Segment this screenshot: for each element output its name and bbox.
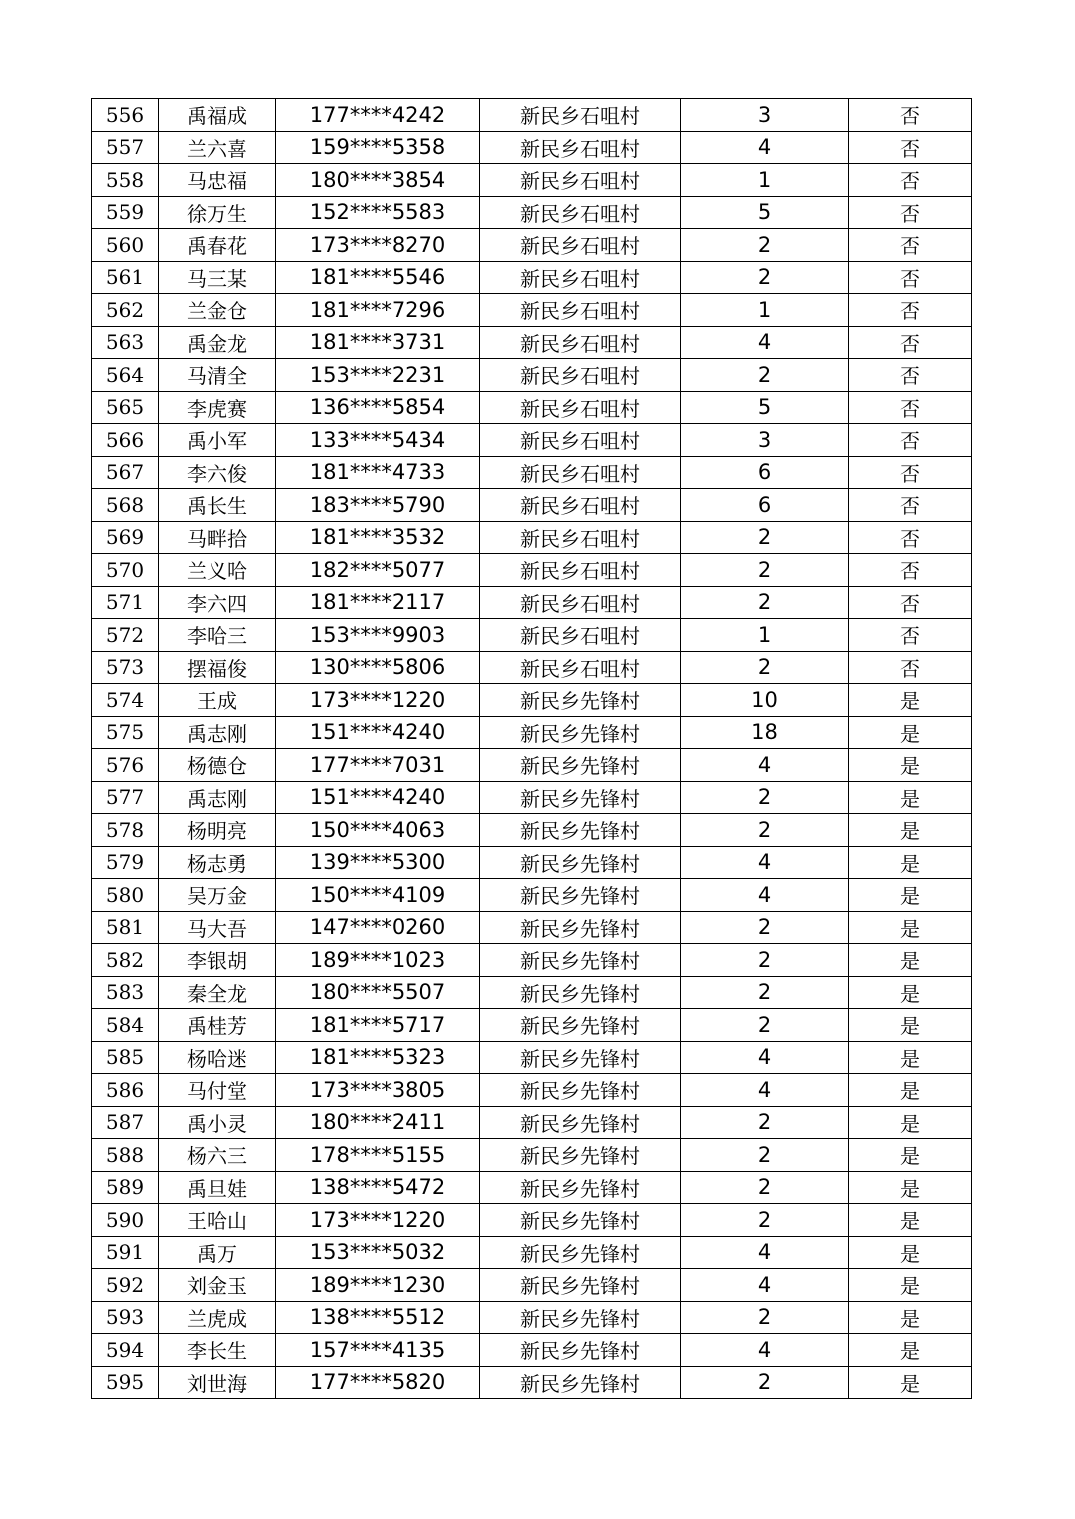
cell-name: 摆福俊 [159, 651, 276, 684]
cell-phone: 178****5155 [276, 1139, 480, 1172]
cell-flag: 否 [849, 326, 972, 359]
cell-number: 595 [92, 1366, 159, 1399]
cell-count: 4 [681, 131, 849, 164]
cell-address: 新民乡石咀村 [480, 326, 681, 359]
cell-phone: 153****2231 [276, 359, 480, 392]
cell-address: 新民乡先锋村 [480, 846, 681, 879]
cell-number: 576 [92, 749, 159, 782]
table-row [92, 489, 972, 522]
cell-number: 560 [92, 229, 159, 262]
cell-number: 580 [92, 879, 159, 912]
cell-count: 2 [681, 1366, 849, 1399]
cell-phone: 130****5806 [276, 651, 480, 684]
cell-name: 杨志勇 [159, 846, 276, 879]
cell-flag: 是 [849, 1204, 972, 1237]
table-row [92, 1106, 972, 1139]
cell-flag: 是 [849, 781, 972, 814]
cell-name: 马大吾 [159, 911, 276, 944]
cell-count: 2 [681, 911, 849, 944]
cell-number: 588 [92, 1139, 159, 1172]
cell-flag: 是 [849, 1301, 972, 1334]
cell-name: 秦全龙 [159, 976, 276, 1009]
cell-address: 新民乡石咀村 [480, 554, 681, 587]
cell-flag: 是 [849, 846, 972, 879]
cell-name: 吴万金 [159, 879, 276, 912]
cell-name: 李六四 [159, 586, 276, 619]
cell-number: 585 [92, 1041, 159, 1074]
cell-phone: 153****5032 [276, 1236, 480, 1269]
cell-count: 5 [681, 391, 849, 424]
table-row [92, 976, 972, 1009]
table-row [92, 1139, 972, 1172]
cell-address: 新民乡先锋村 [480, 1139, 681, 1172]
cell-number: 594 [92, 1334, 159, 1367]
table-row [92, 1334, 972, 1367]
cell-number: 572 [92, 619, 159, 652]
cell-phone: 181****3731 [276, 326, 480, 359]
cell-count: 4 [681, 846, 849, 879]
cell-name: 马清全 [159, 359, 276, 392]
cell-flag: 是 [849, 1009, 972, 1042]
cell-count: 2 [681, 1106, 849, 1139]
cell-number: 561 [92, 261, 159, 294]
cell-phone: 138****5512 [276, 1301, 480, 1334]
cell-flag: 是 [849, 1366, 972, 1399]
cell-address: 新民乡石咀村 [480, 196, 681, 229]
cell-name: 禹小灵 [159, 1106, 276, 1139]
cell-count: 2 [681, 1009, 849, 1042]
cell-phone: 150****4063 [276, 814, 480, 847]
cell-number: 582 [92, 944, 159, 977]
cell-phone: 136****5854 [276, 391, 480, 424]
cell-name: 马畔拾 [159, 521, 276, 554]
cell-count: 2 [681, 1204, 849, 1237]
cell-address: 新民乡先锋村 [480, 716, 681, 749]
cell-flag: 是 [849, 716, 972, 749]
cell-phone: 189****1230 [276, 1269, 480, 1302]
cell-number: 575 [92, 716, 159, 749]
table-row [92, 586, 972, 619]
cell-address: 新民乡石咀村 [480, 359, 681, 392]
cell-number: 569 [92, 521, 159, 554]
cell-count: 4 [681, 1041, 849, 1074]
cell-address: 新民乡先锋村 [480, 1301, 681, 1334]
cell-number: 591 [92, 1236, 159, 1269]
cell-address: 新民乡先锋村 [480, 1074, 681, 1107]
cell-phone: 183****5790 [276, 489, 480, 522]
cell-number: 559 [92, 196, 159, 229]
cell-number: 586 [92, 1074, 159, 1107]
cell-count: 2 [681, 814, 849, 847]
cell-address: 新民乡先锋村 [480, 1041, 681, 1074]
cell-count: 4 [681, 1334, 849, 1367]
cell-count: 2 [681, 554, 849, 587]
cell-number: 563 [92, 326, 159, 359]
cell-name: 兰六喜 [159, 131, 276, 164]
cell-address: 新民乡石咀村 [480, 489, 681, 522]
cell-flag: 是 [849, 1139, 972, 1172]
cell-phone: 181****7296 [276, 294, 480, 327]
table-row [92, 424, 972, 457]
cell-phone: 159****5358 [276, 131, 480, 164]
cell-address: 新民乡先锋村 [480, 684, 681, 717]
cell-count: 18 [681, 716, 849, 749]
cell-count: 4 [681, 1269, 849, 1302]
cell-address: 新民乡先锋村 [480, 781, 681, 814]
cell-count: 2 [681, 944, 849, 977]
table-row [92, 1041, 972, 1074]
cell-name: 杨德仓 [159, 749, 276, 782]
cell-name: 徐万生 [159, 196, 276, 229]
cell-flag: 否 [849, 359, 972, 392]
cell-flag: 是 [849, 1171, 972, 1204]
table-body [92, 99, 972, 1399]
cell-address: 新民乡石咀村 [480, 521, 681, 554]
cell-flag: 是 [849, 1334, 972, 1367]
table-row [92, 1204, 972, 1237]
table-row [92, 1301, 972, 1334]
cell-name: 马三某 [159, 261, 276, 294]
cell-address: 新民乡先锋村 [480, 1269, 681, 1302]
cell-phone: 177****5820 [276, 1366, 480, 1399]
cell-address: 新民乡石咀村 [480, 651, 681, 684]
table-row [92, 781, 972, 814]
table-row [92, 846, 972, 879]
cell-name: 李虎赛 [159, 391, 276, 424]
table-row [92, 1236, 972, 1269]
cell-number: 584 [92, 1009, 159, 1042]
cell-address: 新民乡石咀村 [480, 294, 681, 327]
cell-count: 2 [681, 261, 849, 294]
cell-phone: 181****5546 [276, 261, 480, 294]
cell-flag: 是 [849, 1236, 972, 1269]
cell-flag: 否 [849, 99, 972, 132]
cell-phone: 173****3805 [276, 1074, 480, 1107]
cell-address: 新民乡先锋村 [480, 1204, 681, 1237]
cell-flag: 否 [849, 391, 972, 424]
cell-address: 新民乡石咀村 [480, 261, 681, 294]
cell-phone: 189****1023 [276, 944, 480, 977]
cell-name: 王哈山 [159, 1204, 276, 1237]
table-row [92, 294, 972, 327]
cell-phone: 150****4109 [276, 879, 480, 912]
cell-flag: 否 [849, 586, 972, 619]
table-row [92, 391, 972, 424]
cell-phone: 151****4240 [276, 716, 480, 749]
cell-flag: 否 [849, 196, 972, 229]
table-row [92, 229, 972, 262]
cell-name: 刘世海 [159, 1366, 276, 1399]
cell-phone: 173****1220 [276, 1204, 480, 1237]
table-row [92, 99, 972, 132]
cell-flag: 否 [849, 424, 972, 457]
cell-address: 新民乡石咀村 [480, 164, 681, 197]
table-row [92, 196, 972, 229]
cell-name: 李哈三 [159, 619, 276, 652]
cell-phone: 181****3532 [276, 521, 480, 554]
table-row [92, 814, 972, 847]
cell-address: 新民乡先锋村 [480, 1366, 681, 1399]
cell-address: 新民乡先锋村 [480, 1009, 681, 1042]
cell-name: 马忠福 [159, 164, 276, 197]
cell-name: 兰虎成 [159, 1301, 276, 1334]
cell-number: 566 [92, 424, 159, 457]
cell-phone: 157****4135 [276, 1334, 480, 1367]
cell-address: 新民乡石咀村 [480, 619, 681, 652]
cell-address: 新民乡石咀村 [480, 131, 681, 164]
cell-address: 新民乡石咀村 [480, 586, 681, 619]
table-row [92, 164, 972, 197]
cell-count: 2 [681, 359, 849, 392]
cell-flag: 否 [849, 619, 972, 652]
cell-number: 565 [92, 391, 159, 424]
cell-phone: 139****5300 [276, 846, 480, 879]
cell-number: 581 [92, 911, 159, 944]
cell-phone: 133****5434 [276, 424, 480, 457]
cell-count: 4 [681, 749, 849, 782]
table-row [92, 944, 972, 977]
table-row [92, 261, 972, 294]
cell-name: 禹长生 [159, 489, 276, 522]
cell-count: 1 [681, 619, 849, 652]
table-row [92, 619, 972, 652]
cell-name: 禹旦娃 [159, 1171, 276, 1204]
cell-number: 556 [92, 99, 159, 132]
cell-name: 李长生 [159, 1334, 276, 1367]
cell-address: 新民乡先锋村 [480, 1106, 681, 1139]
cell-phone: 181****4733 [276, 456, 480, 489]
cell-name: 杨哈迷 [159, 1041, 276, 1074]
cell-phone: 181****5717 [276, 1009, 480, 1042]
cell-phone: 173****8270 [276, 229, 480, 262]
cell-name: 禹小军 [159, 424, 276, 457]
cell-count: 2 [681, 651, 849, 684]
cell-address: 新民乡先锋村 [480, 1334, 681, 1367]
table-row [92, 911, 972, 944]
data-table [91, 98, 972, 1399]
cell-number: 557 [92, 131, 159, 164]
table-row [92, 716, 972, 749]
cell-address: 新民乡石咀村 [480, 424, 681, 457]
cell-name: 王成 [159, 684, 276, 717]
cell-count: 2 [681, 521, 849, 554]
cell-number: 590 [92, 1204, 159, 1237]
cell-flag: 否 [849, 489, 972, 522]
cell-number: 564 [92, 359, 159, 392]
cell-count: 2 [681, 781, 849, 814]
cell-phone: 177****7031 [276, 749, 480, 782]
cell-address: 新民乡先锋村 [480, 814, 681, 847]
table-row [92, 1269, 972, 1302]
cell-number: 577 [92, 781, 159, 814]
cell-address: 新民乡先锋村 [480, 976, 681, 1009]
cell-count: 1 [681, 294, 849, 327]
table-row [92, 749, 972, 782]
cell-number: 573 [92, 651, 159, 684]
cell-count: 2 [681, 976, 849, 1009]
cell-phone: 152****5583 [276, 196, 480, 229]
cell-flag: 否 [849, 294, 972, 327]
cell-flag: 是 [849, 1041, 972, 1074]
cell-flag: 是 [849, 879, 972, 912]
table-row [92, 456, 972, 489]
cell-number: 578 [92, 814, 159, 847]
cell-name: 禹志刚 [159, 781, 276, 814]
cell-flag: 是 [849, 976, 972, 1009]
cell-name: 李银胡 [159, 944, 276, 977]
cell-flag: 否 [849, 164, 972, 197]
cell-phone: 153****9903 [276, 619, 480, 652]
cell-name: 杨明亮 [159, 814, 276, 847]
cell-number: 570 [92, 554, 159, 587]
cell-flag: 是 [849, 814, 972, 847]
table-row [92, 1009, 972, 1042]
cell-number: 589 [92, 1171, 159, 1204]
table-row [92, 1171, 972, 1204]
cell-name: 马付堂 [159, 1074, 276, 1107]
cell-count: 6 [681, 456, 849, 489]
table-row [92, 359, 972, 392]
cell-number: 558 [92, 164, 159, 197]
cell-address: 新民乡石咀村 [480, 391, 681, 424]
table-row [92, 684, 972, 717]
cell-phone: 181****5323 [276, 1041, 480, 1074]
cell-number: 562 [92, 294, 159, 327]
cell-flag: 否 [849, 261, 972, 294]
cell-count: 4 [681, 1074, 849, 1107]
cell-phone: 177****4242 [276, 99, 480, 132]
cell-name: 杨六三 [159, 1139, 276, 1172]
table-row [92, 131, 972, 164]
cell-name: 禹福成 [159, 99, 276, 132]
cell-name: 兰金仓 [159, 294, 276, 327]
cell-count: 5 [681, 196, 849, 229]
cell-name: 禹志刚 [159, 716, 276, 749]
cell-phone: 180****5507 [276, 976, 480, 1009]
table-row [92, 326, 972, 359]
cell-name: 刘金玉 [159, 1269, 276, 1302]
cell-phone: 180****3854 [276, 164, 480, 197]
table-row [92, 1074, 972, 1107]
cell-flag: 否 [849, 651, 972, 684]
cell-number: 574 [92, 684, 159, 717]
cell-flag: 否 [849, 521, 972, 554]
cell-flag: 否 [849, 229, 972, 262]
cell-flag: 否 [849, 554, 972, 587]
cell-phone: 147****0260 [276, 911, 480, 944]
cell-address: 新民乡先锋村 [480, 1171, 681, 1204]
cell-count: 2 [681, 586, 849, 619]
cell-address: 新民乡先锋村 [480, 944, 681, 977]
cell-flag: 是 [849, 1106, 972, 1139]
cell-number: 579 [92, 846, 159, 879]
cell-address: 新民乡先锋村 [480, 749, 681, 782]
table-row [92, 879, 972, 912]
cell-count: 1 [681, 164, 849, 197]
cell-count: 4 [681, 326, 849, 359]
cell-address: 新民乡石咀村 [480, 456, 681, 489]
table-row [92, 521, 972, 554]
cell-number: 587 [92, 1106, 159, 1139]
cell-name: 兰义哈 [159, 554, 276, 587]
cell-address: 新民乡石咀村 [480, 99, 681, 132]
cell-phone: 173****1220 [276, 684, 480, 717]
cell-name: 禹春花 [159, 229, 276, 262]
cell-address: 新民乡先锋村 [480, 879, 681, 912]
cell-flag: 否 [849, 131, 972, 164]
cell-phone: 151****4240 [276, 781, 480, 814]
cell-count: 10 [681, 684, 849, 717]
cell-phone: 182****5077 [276, 554, 480, 587]
cell-count: 2 [681, 1301, 849, 1334]
cell-number: 592 [92, 1269, 159, 1302]
cell-flag: 是 [849, 1269, 972, 1302]
cell-address: 新民乡先锋村 [480, 1236, 681, 1269]
cell-count: 3 [681, 424, 849, 457]
cell-flag: 否 [849, 456, 972, 489]
cell-name: 禹金龙 [159, 326, 276, 359]
table-row [92, 554, 972, 587]
cell-phone: 180****2411 [276, 1106, 480, 1139]
cell-count: 3 [681, 99, 849, 132]
cell-count: 2 [681, 1139, 849, 1172]
cell-address: 新民乡先锋村 [480, 911, 681, 944]
cell-number: 571 [92, 586, 159, 619]
cell-phone: 138****5472 [276, 1171, 480, 1204]
table-row [92, 651, 972, 684]
cell-phone: 181****2117 [276, 586, 480, 619]
table-row [92, 1366, 972, 1399]
cell-count: 4 [681, 879, 849, 912]
cell-name: 李六俊 [159, 456, 276, 489]
cell-count: 2 [681, 229, 849, 262]
cell-count: 6 [681, 489, 849, 522]
cell-flag: 是 [849, 911, 972, 944]
cell-name: 禹万 [159, 1236, 276, 1269]
cell-name: 禹桂芳 [159, 1009, 276, 1042]
cell-count: 4 [681, 1236, 849, 1269]
cell-number: 568 [92, 489, 159, 522]
cell-number: 593 [92, 1301, 159, 1334]
cell-count: 2 [681, 1171, 849, 1204]
cell-number: 583 [92, 976, 159, 1009]
cell-flag: 是 [849, 749, 972, 782]
cell-address: 新民乡石咀村 [480, 229, 681, 262]
cell-flag: 是 [849, 1074, 972, 1107]
cell-flag: 是 [849, 944, 972, 977]
cell-flag: 是 [849, 684, 972, 717]
cell-number: 567 [92, 456, 159, 489]
